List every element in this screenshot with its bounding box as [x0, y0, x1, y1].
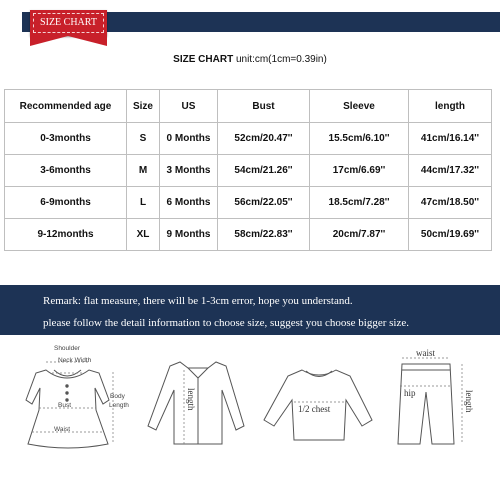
pants-outline [398, 364, 454, 444]
table-row [5, 123, 492, 155]
sweater-neck [306, 371, 332, 377]
title-unit: unit:cm(1cm=0.39in) [233, 54, 327, 65]
table-cell: L [127, 187, 160, 219]
table-cell: 50cm/19.69'' [409, 219, 492, 251]
size-table [4, 89, 492, 251]
shoulder-label: Shoulder [53, 345, 81, 352]
shirt-length-label: length [186, 388, 196, 411]
remark-line-1: Remark: flat measure, there will be 1-3cm error, hope you understand. [43, 295, 353, 307]
dress-measure-diagram [6, 340, 136, 460]
shirt-measure-diagram [136, 340, 256, 460]
waist-label: waist [416, 348, 435, 358]
neck-width-label: Neck Width [58, 357, 92, 364]
title-bold: SIZE CHART [173, 54, 234, 65]
table-cell: 56cm/22.05'' [218, 187, 310, 219]
table-cell: 9-12months [5, 219, 127, 251]
table-cell: 47cm/18.50'' [409, 187, 492, 219]
table-cell: 9 Months [160, 219, 218, 251]
body-label: Body [110, 393, 125, 400]
dress-outline [26, 370, 109, 448]
header-cell: Bust [218, 90, 310, 123]
size-chart-badge [30, 10, 107, 36]
pants-measure-diagram [380, 340, 500, 460]
table-cell: 44cm/17.32'' [409, 155, 492, 187]
length-label: length [464, 390, 474, 413]
table-cell: M [127, 155, 160, 187]
remark-banner [0, 285, 500, 335]
bust-label: Bust [58, 402, 72, 409]
table-cell: S [127, 123, 160, 155]
table-row [5, 155, 492, 187]
table-cell: 15.5cm/6.10'' [310, 123, 409, 155]
button-dot [66, 392, 68, 394]
table-cell: 20cm/7.87'' [310, 219, 409, 251]
table-cell: 0 Months [160, 123, 218, 155]
table-cell: 0-3months [5, 123, 127, 155]
remark-line-2: please follow the detail information to choose size, suggest you choose bigger size. [43, 317, 409, 329]
hip-label: hip [404, 388, 416, 398]
table-header-row [5, 90, 492, 123]
header-cell: length [409, 90, 492, 123]
table-row [5, 219, 492, 251]
header-cell: Recommended age [5, 90, 127, 123]
button-dot [66, 399, 68, 401]
header-cell: Sleeve [310, 90, 409, 123]
table-cell: XL [127, 219, 160, 251]
table-cell: 3 Months [160, 155, 218, 187]
length-label: Length [109, 402, 129, 409]
table-cell: 3-6months [5, 155, 127, 187]
table-cell: 17cm/6.69'' [310, 155, 409, 187]
header-cell: US [160, 90, 218, 123]
button-dot [66, 385, 68, 387]
shirt-collar [188, 368, 208, 378]
sweater-measure-diagram [258, 340, 378, 460]
chest-label: 1/2 chest [298, 404, 331, 414]
table-cell: 52cm/20.47'' [218, 123, 310, 155]
header-cell: Size [127, 90, 160, 123]
table-cell: 18.5cm/7.28'' [310, 187, 409, 219]
table-cell: 6 Months [160, 187, 218, 219]
badge-label: SIZE CHART [40, 17, 97, 28]
table-cell: 6-9months [5, 187, 127, 219]
size-chart-title [0, 54, 500, 65]
table-row [5, 187, 492, 219]
waist-label: Waist [54, 426, 71, 433]
table-cell: 58cm/22.83'' [218, 219, 310, 251]
table-cell: 54cm/21.26'' [218, 155, 310, 187]
table-cell: 41cm/16.14'' [409, 123, 492, 155]
